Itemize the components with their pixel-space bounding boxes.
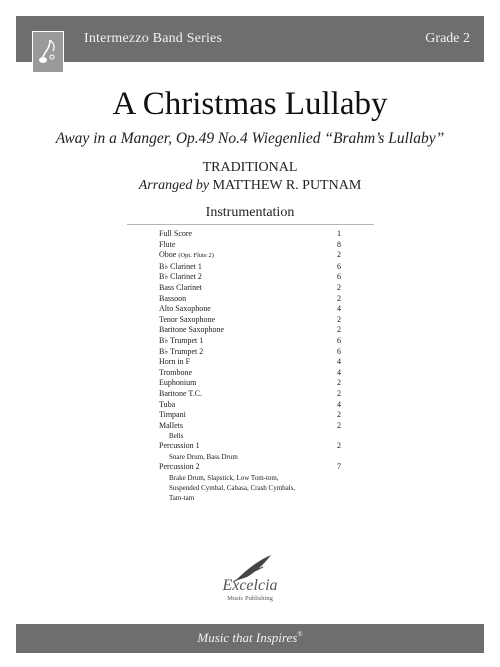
- instrument-quantity: 2: [337, 388, 341, 398]
- instrument-quantity: 6: [337, 272, 341, 282]
- subtitle: Away in a Manger, Op.49 No.4 Wiegenlied “Brahm’s Lullaby”: [55, 130, 445, 147]
- instrument-quantity: 2: [337, 441, 341, 451]
- instrument-name: [159, 229, 192, 240]
- instrument-name: [159, 315, 215, 326]
- instrument-quantity: 2: [337, 378, 341, 388]
- instrument-name-text: Trombone: [159, 367, 193, 377]
- instrument-row: [159, 240, 349, 251]
- instrument-name: [159, 325, 224, 336]
- instrument-quantity: 4: [337, 367, 341, 377]
- instrument-name-text: Alto Saxophone: [159, 304, 211, 314]
- grade-label: Grade 2: [425, 31, 470, 46]
- instrument-name-text: Tenor Saxophone: [159, 314, 216, 324]
- instrument-quantity: 4: [337, 399, 341, 409]
- instrument-quantity: 2: [337, 325, 341, 335]
- instrumentation-heading: Instrumentation: [205, 205, 295, 220]
- heading-divider: [127, 224, 374, 225]
- page-title: A Christmas Lullaby: [112, 86, 388, 122]
- footer-tagline: [0, 630, 500, 646]
- instrument-row: [159, 400, 349, 411]
- instrument-name: [159, 368, 192, 379]
- instrument-quantity: 2: [337, 314, 341, 324]
- instrument-note: (Opt. Flute 2): [178, 252, 214, 260]
- instrument-row: [159, 357, 349, 368]
- music-note-icon: [37, 37, 59, 67]
- instrument-name-text: Baritone Saxophone: [159, 325, 225, 335]
- instrument-name: [159, 262, 202, 273]
- instrument-name: [159, 441, 200, 452]
- instrument-row: [159, 283, 349, 294]
- instrument-name-text: Timpani: [159, 410, 186, 420]
- instrument-quantity: 6: [337, 261, 341, 271]
- instrument-name-text: Full Score: [159, 229, 193, 238]
- instrument-name-text: Tuba: [159, 399, 176, 409]
- tagline-text: Music that Inspires: [197, 630, 298, 645]
- instrument-row: [159, 272, 349, 283]
- instrument-name-text: Bass Clarinet: [159, 282, 202, 292]
- instrument-quantity: 8: [337, 239, 341, 249]
- series-logo: [32, 31, 64, 73]
- arranger-name: MATTHEW R. PUTNAM: [212, 178, 362, 193]
- publisher-logo: [205, 553, 295, 605]
- instrument-row: [159, 347, 349, 358]
- instrument-name: [159, 389, 202, 400]
- instrument-name: [159, 357, 190, 368]
- instrument-quantity: 2: [337, 410, 341, 420]
- instrument-name-text: Mallets: [159, 420, 183, 430]
- instrument-detail: Brake Drum, Slapstick, Low Tom-tom,: [169, 473, 279, 482]
- instrument-name-text: Oboe: [159, 250, 177, 260]
- instrument-detail: Tam-tam: [169, 494, 195, 503]
- instrument-name-text: Percussion 2: [159, 462, 200, 472]
- instrumentation-list: [159, 229, 349, 503]
- instrument-quantity: 4: [337, 357, 341, 367]
- composer: TRADITIONAL: [202, 160, 298, 175]
- instrument-detail: Suspended Cymbal, Cabasa, Crash Cymbals,: [169, 484, 296, 493]
- instrument-name: [159, 250, 214, 262]
- arranger: [0, 178, 500, 194]
- instrument-quantity: 2: [337, 282, 341, 292]
- instrument-name-text: Baritone T.C.: [159, 388, 203, 398]
- publisher-subtitle: Music Publishing: [227, 595, 273, 602]
- instrument-name-text: B♭ Trumpet 2: [159, 346, 204, 356]
- instrument-name: [159, 378, 196, 389]
- instrument-quantity: 7: [337, 462, 341, 472]
- instrument-row: [159, 462, 349, 473]
- instrument-row: [159, 250, 349, 262]
- instrument-row: [159, 229, 349, 240]
- instrument-row: [159, 421, 349, 432]
- instrument-detail: Bells: [169, 432, 184, 441]
- instrument-quantity: 6: [337, 346, 341, 356]
- instrument-row: [159, 441, 349, 452]
- instrument-quantity: 2: [337, 293, 341, 303]
- instrument-detail: Snare Drum, Bass Drum: [169, 453, 238, 462]
- instrument-row: [159, 262, 349, 273]
- instrument-name: [159, 421, 183, 432]
- instrument-row: [159, 336, 349, 347]
- instrument-row: [159, 368, 349, 379]
- instrument-name: [159, 294, 186, 305]
- instrument-name-text: B♭ Trumpet 1: [159, 335, 204, 345]
- instrument-name: [159, 410, 186, 421]
- instrument-name: [159, 400, 175, 411]
- instrument-name-text: B♭ Clarinet 2: [159, 272, 202, 282]
- series-name: Intermezzo Band Series: [84, 31, 223, 46]
- instrument-name-text: Euphonium: [159, 378, 197, 388]
- instrument-quantity: 2: [337, 420, 341, 430]
- instrument-name: [159, 347, 203, 358]
- instrument-row: [159, 294, 349, 305]
- trademark-mark: ®: [297, 630, 303, 639]
- instrument-name-text: Bassoon: [159, 293, 187, 303]
- instrument-name: [159, 272, 202, 283]
- instrument-quantity: 2: [337, 250, 341, 260]
- instrument-name-text: B♭ Clarinet 1: [159, 261, 202, 271]
- publisher-name: Excelcia: [222, 577, 278, 594]
- instrument-name-text: Horn in F: [159, 357, 191, 367]
- instrument-row: [159, 389, 349, 400]
- instrument-quantity: 6: [337, 335, 341, 345]
- arranger-label: Arranged by: [138, 178, 210, 193]
- instrument-row: [159, 378, 349, 389]
- instrument-name-text: Flute: [159, 239, 176, 249]
- instrument-row: [159, 410, 349, 421]
- instrument-name: [159, 462, 200, 473]
- instrument-name: [159, 304, 211, 315]
- instrument-quantity: 1: [337, 229, 341, 238]
- instrument-name: [159, 240, 175, 251]
- instrument-name-text: Percussion 1: [159, 441, 200, 451]
- instrument-quantity: 4: [337, 304, 341, 314]
- instrument-row: [159, 304, 349, 315]
- instrument-row: [159, 325, 349, 336]
- instrument-name: [159, 283, 202, 294]
- instrument-name: [159, 336, 203, 347]
- instrument-row: [159, 315, 349, 326]
